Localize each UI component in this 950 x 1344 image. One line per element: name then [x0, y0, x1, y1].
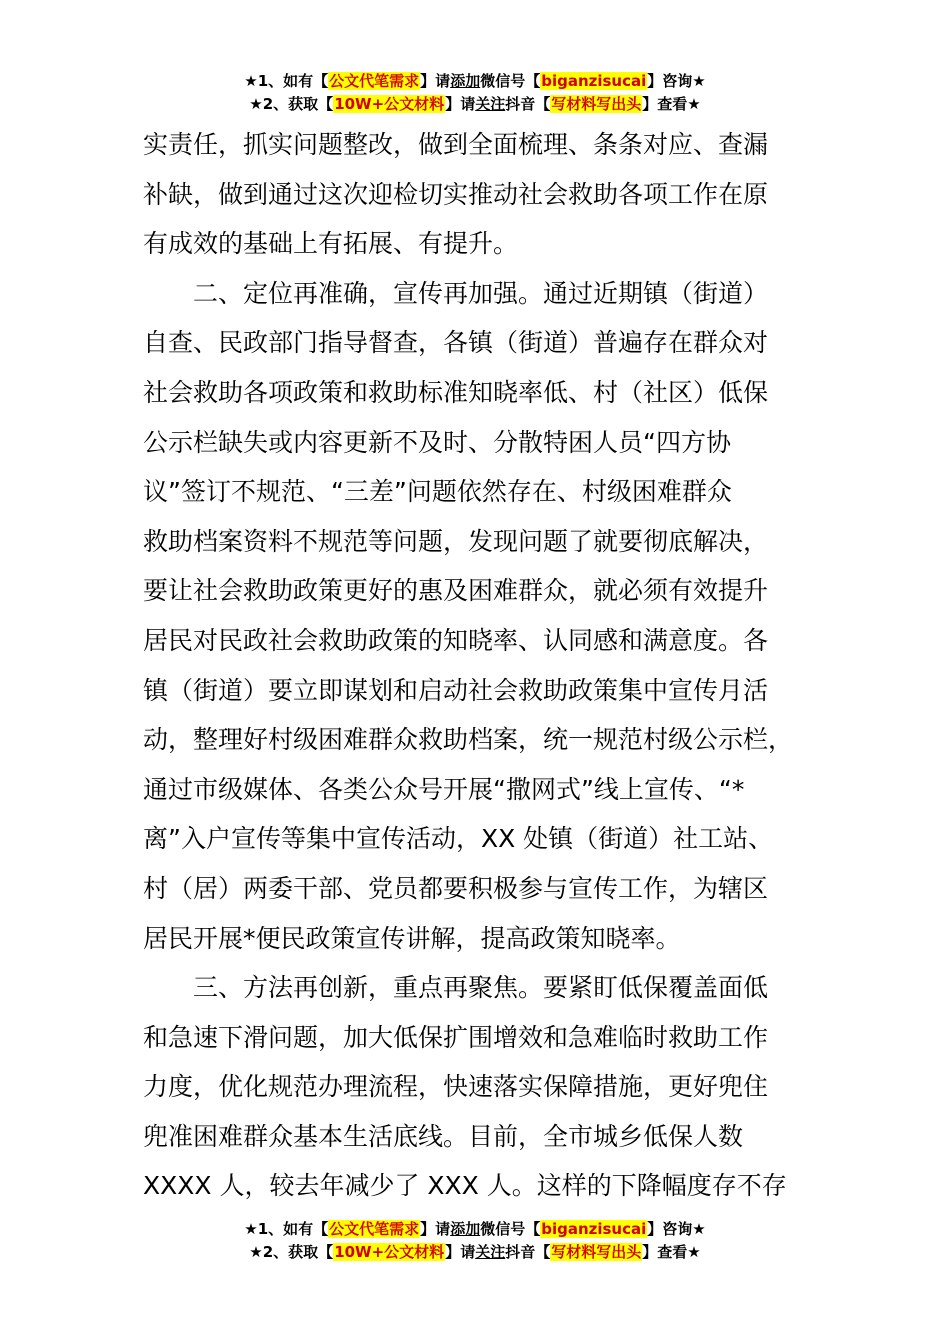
body-line: 村（居）两委干部、党员都要积极参与宣传工作，为辖区 — [143, 873, 769, 903]
body-line: 公示栏缺失或内容更新不及时、分散特困人员“四方协 — [143, 427, 731, 457]
banner-text: 】咨询★ — [647, 1220, 706, 1238]
banner-text: 微信号【 — [480, 72, 541, 90]
highlight-service: 公文代笔需求 — [329, 1220, 420, 1238]
body-line: 自查、民政部门指导督查，各镇（街道）普遍存在群众对 — [143, 328, 769, 358]
banner-text-underlined: 关注 — [475, 95, 506, 113]
highlight-wechat-id: biganzisucai — [541, 72, 647, 90]
banner-text: 】请 — [420, 72, 451, 90]
body-line: 离”入户宣传等集中宣传活动，XX 处镇（街道）社工站、 — [143, 824, 774, 854]
highlight-materials: 10W+公文材料 — [334, 95, 445, 113]
body-line: 救助档案资料不规范等问题，发现问题了就要彻底解决， — [143, 526, 769, 556]
banner-text: 】请 — [445, 1243, 476, 1261]
body-line: 居民开展*便民政策宣传讲解，提高政策知晓率。 — [143, 923, 681, 953]
banner-text: 微信号【 — [480, 1220, 541, 1238]
banner-text: 抖音【 — [505, 95, 551, 113]
body-line: 通过市级媒体、各类公众号开展“撒网式”线上宣传、“* — [143, 774, 745, 804]
highlight-douyin: 写材料写出头 — [551, 1243, 642, 1261]
body-line: 动，整理好村级困难群众救助档案，统一规范村级公示栏， — [143, 725, 794, 755]
body-line: 补缺，做到通过这次迎检切实推动社会救助各项工作在原 — [143, 179, 769, 209]
footer-banner — [0, 1218, 950, 1264]
banner-line-2 — [0, 93, 950, 116]
body-line: 镇（街道）要立即谋划和启动社会救助政策集中宣传月活 — [143, 675, 769, 705]
banner-line-2 — [0, 1241, 950, 1264]
banner-text: ★2、获取【 — [249, 95, 334, 113]
body-line: 居民对民政社会救助政策的知晓率、认同感和满意度。各 — [143, 625, 769, 655]
document-body — [143, 120, 808, 1211]
banner-text: 】请 — [445, 95, 476, 113]
header-banner — [0, 70, 950, 116]
body-line: 议”签订不规范、“三差”问题依然存在、村级困难群众 — [143, 477, 732, 507]
banner-text: ★1、如有【 — [244, 72, 329, 90]
banner-text: 】查看★ — [642, 95, 701, 113]
body-line: XXXX 人，较去年减少了 XXX 人。这样的下降幅度存不存 — [143, 1171, 787, 1201]
body-line: 和急速下滑问题，加大低保扩围增效和急难临时救助工作 — [143, 1022, 769, 1052]
highlight-wechat-id: biganzisucai — [541, 1220, 647, 1238]
banner-text: 】查看★ — [642, 1243, 701, 1261]
body-line: 实责任，抓实问题整改，做到全面梳理、条条对应、查漏 — [143, 130, 769, 159]
body-line: 兜准困难群众基本生活底线。目前，全市城乡低保人数 — [143, 1121, 744, 1151]
banner-text-underlined: 关注 — [475, 1243, 506, 1261]
banner-line-1 — [0, 70, 950, 93]
highlight-materials: 10W+公文材料 — [334, 1243, 445, 1261]
body-line: 力度，优化规范办理流程，快速落实保障措施，更好兜住 — [143, 1072, 769, 1102]
body-line: 社会救助各项政策和救助标准知晓率低、村（社区）低保 — [143, 377, 769, 407]
banner-text-underlined: 添加 — [450, 72, 481, 90]
banner-text: 】请 — [420, 1220, 451, 1238]
paragraph-start-line: 三、方法再创新，重点再聚焦。要紧盯低保覆盖面低 — [193, 973, 769, 1003]
paragraph-start-line: 二、定位再准确，宣传再加强。通过近期镇（街道） — [193, 278, 769, 308]
highlight-douyin: 写材料写出头 — [551, 95, 642, 113]
banner-text: ★1、如有【 — [244, 1220, 329, 1238]
body-line: 要让社会救助政策更好的惠及困难群众，就必须有效提升 — [143, 576, 769, 606]
body-line: 有成效的基础上有拓展、有提升。 — [143, 229, 519, 259]
highlight-service: 公文代笔需求 — [329, 72, 420, 90]
banner-line-1 — [0, 1218, 950, 1241]
banner-text: 抖音【 — [505, 1243, 551, 1261]
banner-text-underlined: 添加 — [450, 1220, 481, 1238]
banner-text: ★2、获取【 — [249, 1243, 334, 1261]
banner-text: 】咨询★ — [647, 72, 706, 90]
